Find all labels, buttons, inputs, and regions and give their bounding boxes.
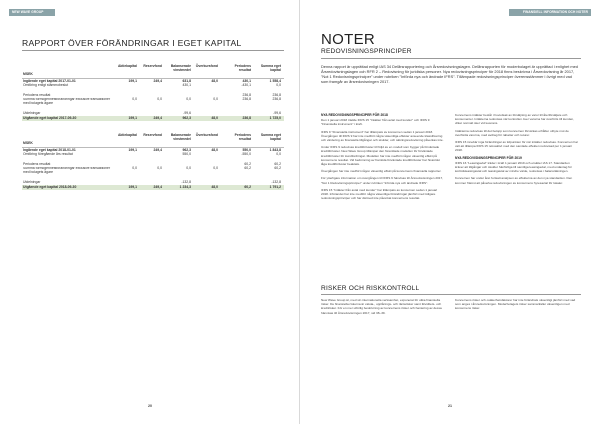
table-cell: 48,0	[211, 79, 218, 83]
table-cell: 0,0	[132, 166, 137, 170]
table-cell: 236,8	[272, 97, 281, 101]
table-header	[22, 62, 284, 78]
table-unit-label: MSEK	[23, 141, 33, 145]
title-divider	[22, 50, 284, 51]
table-cell: 962,3	[182, 148, 191, 152]
table-cell: -99,6	[273, 111, 281, 115]
column-header: Överkursfond	[195, 133, 218, 137]
row-label: Periodens resultat	[23, 93, 51, 97]
column-header: Periodens resultat	[234, 133, 251, 141]
table-cell: 1 791,2	[269, 185, 281, 189]
row-label: Omföring föregående års resultat	[23, 152, 73, 156]
table-cell: 0,0	[157, 166, 162, 170]
table-cell: -99,6	[183, 111, 191, 115]
page-number-left: 20	[148, 404, 152, 408]
column-header: Reservfond	[143, 133, 162, 137]
table-header	[22, 131, 284, 147]
risk-heading: RISKER OCH RISKKONTROLL	[321, 285, 420, 292]
table-cell: 1 725,0	[269, 116, 281, 120]
text-column-a	[321, 113, 445, 203]
body-paragraph: Koncernen har under året fortsatt analysen av effekterna av den nya standarden. Den kommer främst att påverka redovisningen av koncernens hyresavtal för lokaler.	[455, 176, 573, 185]
risk-divider	[321, 294, 581, 295]
table-cell: 249,4	[153, 185, 162, 189]
table-cell: 550,0	[242, 148, 251, 152]
table-cell: -550,0	[241, 152, 251, 156]
table-cell: -132,8	[181, 180, 191, 184]
body-paragraph: Koncernens intäkter består i huvudsak av försäljning av varor till återförsäljare och konsumenter. Intäkterna redovisas när kontrollen över varorna har överförts till kunden, vilket normalt sker vid leverans.	[455, 113, 574, 126]
column-header: Balanserade vinstmedel	[170, 133, 191, 141]
table-cell: 0,0	[186, 97, 191, 101]
risk-column-a	[321, 298, 445, 318]
row-label: Utgående eget kapital 2018-09-30	[23, 185, 77, 189]
table-cell: 236,8	[242, 93, 251, 97]
body-paragraph: Under IFRS 9 redovisas kreditförluster till följd av en modell som bygger på förväntade kreditförluster. New Wave Group tillämpar den förenklade modellen för förväntade kreditförluster för kundfordringar. Modellen har inte medfört någon väsentlig effekt på koncernens resultat. Vid bedömning av framtida förväntade kreditförluster har historiskt låga kreditförluster beaktats.	[321, 145, 440, 167]
table-cell: 1 843,8	[269, 148, 281, 152]
row-label: Summa förmögenhetsförändringar exklusive transaktioner med bolagets ägare	[23, 167, 111, 174]
table-cell: 60,2	[244, 166, 251, 170]
column-header: Balanserade vinstmedel	[170, 64, 191, 72]
row-label: Utdelningar	[23, 111, 41, 115]
table-cell: 236,8	[242, 97, 251, 101]
equity-table-2017	[22, 62, 284, 121]
table-cell: 550,0	[182, 152, 191, 156]
table-cell: 249,4	[153, 79, 162, 83]
section-divider	[321, 58, 581, 59]
accounting-principles-heading: REDOVISNINGSPRINCIPER	[321, 48, 412, 55]
table-cell: 0,0	[132, 97, 137, 101]
table-cell: 0,0	[157, 97, 162, 101]
table-cell: 1 558,4	[269, 79, 281, 83]
table-cell: 0,0	[276, 152, 281, 156]
intro-paragraph: Denna rapport är upprättad enligt IAS 34 Delårsrapportering och Årsredovisningslagen. Delårsrapporten för moderbolaget är upprättad i enlighet med Årsredovisningslagen och RFR 2 – Redovisning för juridiska personer. Nya redovisningsprinciper för 2018 finns beskrivna i Årsredovisning år 2017, "Not 1 Redovisningsprinciper" under rubriken "Införda nya och ändrade IFRS". Tillämpade redovisningsprinciper överensstämmer i övrigt med vad som framgår av årsredovisningen 2017.	[321, 64, 578, 85]
body-paragraph: Intäkterna redovisas till det belopp som koncernen förväntas erhålla i utbyte mot de överförda varorna, med avdrag för rabatter och returer.	[455, 128, 569, 137]
table-cell: 0,0	[213, 166, 218, 170]
row-label: Utdelningar	[23, 180, 41, 184]
column-header: Summa eget kapital	[260, 64, 281, 72]
page-title-equity: RAPPORT ÖVER FÖRÄNDRINGAR I EGET KAPITAL	[22, 38, 242, 48]
body-paragraph: IFRS 9 "Finansiella instrument" har tillämpats av koncernen sedan 1 januari 2018. Övergången till IFRS 9 har inte medfört några väsentliga effekter avseende klassificering och värdering av finansiella tillgångar och skulder, och säkringsredovisning påverkas inte.	[321, 129, 444, 143]
risk-paragraph: Koncernens risker och osäkerhetsfaktorer har inte förändrats väsentligt jämfört med vad som anges i årsredovisningen. Moderbolagets risker sammanfaller väsentligen med koncernens risker.	[455, 298, 576, 311]
row-label: Periodens resultat	[23, 162, 51, 166]
table-row	[22, 116, 284, 121]
table-cell: 249,4	[153, 116, 162, 120]
section-tab-right: FINANSIELL INFORMATION OCH NOTER	[509, 9, 591, 16]
notes-heading: NOTER	[321, 31, 375, 48]
row-label: Omföring enligt stämmobeslut	[23, 83, 69, 87]
table-unit-label: MSEK	[23, 72, 33, 76]
text-column-b	[455, 113, 579, 188]
table-row	[22, 167, 284, 175]
column-header: Reservfond	[143, 64, 162, 68]
table-cell: 48,0	[211, 116, 218, 120]
table-cell: 60,2	[244, 162, 251, 166]
body-paragraph: Den 1 januari 2018 trädde IFRS 15 "Intäkter från avtal med kunder" och IFRS 9 "Finansiella instrument" i kraft.	[321, 118, 430, 127]
column-header: Periodens resultat	[234, 64, 251, 72]
table-cell: 60,2	[244, 185, 251, 189]
table-cell: 199,1	[128, 116, 137, 120]
body-paragraph: IFRS 16 "Leasingavtal" träder i kraft 1 januari 2019 och ersätter IAS 17. Standarden kräver att tillgångar och skulder hänförliga till samtliga leasingavtal, med undantag för korttidsleasingavtal och leasingavtal av mindre värde, redovisas i balansräkningen.	[455, 160, 572, 174]
row-label: Utgående eget kapital 2017-09-30	[23, 116, 77, 120]
equity-table-2018	[22, 131, 284, 190]
table-cell: 199,1	[128, 148, 137, 152]
table-cell: 962,3	[182, 116, 191, 120]
table-cell: 631,8	[182, 79, 191, 83]
risk-paragraph: New Wave Group är, med sin internationella verksamhet, exponerat för olika finansiella risker. De finansiella riskerna är valuta-, upplånings- och räntarisker samt likviditets- och kreditrisker. För en mer utförlig beskrivning av koncernens risker och hantering av dessa hänvisas till Årsredovisningen 2017, sid 38–39.	[321, 298, 442, 315]
table-cell: 1 234,3	[179, 185, 191, 189]
risk-column-b	[455, 298, 579, 314]
table-cell: 430,1	[242, 79, 251, 83]
column-header: Aktiekapital	[117, 64, 137, 68]
row-label: Ingående eget kapital 2017-01-01	[23, 79, 76, 83]
subsection-heading: NYA REDOVISNINGSPRINCIPER FÖR 2019	[455, 155, 522, 160]
table-cell: 236,8	[242, 116, 251, 120]
table-cell: 0,0	[276, 83, 281, 87]
table-row	[22, 185, 284, 190]
body-paragraph: Övergången har inte medfört någon väsentlig effekt på koncernens finansiella rapporter.	[321, 169, 442, 174]
table-cell: 0,0	[213, 97, 218, 101]
table-cell: 249,4	[153, 148, 162, 152]
table-cell: 60,2	[274, 166, 281, 170]
table-cell: 60,2	[274, 162, 281, 166]
column-header: Aktiekapital	[117, 133, 137, 137]
table-row	[22, 98, 284, 106]
body-paragraph: IFRS 15 innebär inga förändringar av tidpunkten för när intäkter redovisas. Koncernen har valt att tillämpa IFRS 15 retroaktivt med den samlade effekten redovisad per 1 januari 2018.	[455, 140, 578, 153]
column-header: Överkursfond	[195, 64, 218, 68]
row-label: Summa förmögenhetsförändringar exklusive transaktioner med bolagets ägare	[23, 98, 111, 105]
row-label: Ingående eget kapital 2018-01-01	[23, 148, 76, 152]
subsection-heading: NYA REDOVISNINGSPRINCIPER FÖR 2018	[321, 113, 388, 117]
table-cell: 430,1	[182, 83, 191, 87]
table-cell: -430,1	[241, 83, 251, 87]
table-cell: 236,8	[272, 93, 281, 97]
body-paragraph: IFRS 15 "Intäkter från avtal med kunder" har tillämpats av koncernen sedan 1 januari 2018. Införandet har inte medfört några väsentliga förändringar jämfört med tidigare redovisningsprinciper och har därmed inte påverkat koncernens resultat.	[321, 187, 438, 201]
table-cell: 199,1	[128, 79, 137, 83]
table-cell: 199,1	[128, 185, 137, 189]
table-cell: 0,0	[186, 166, 191, 170]
table-cell: 48,0	[211, 185, 218, 189]
section-tab-left: NEW WAVE GROUP	[9, 9, 55, 16]
body-paragraph: För ytterligare information om övergången till IFRS 9 hänvisas till Årsredovisningen 2017, "Not 1 Redovisningsprinciper" under rubriken "Införda nya och ändrade IFRS".	[321, 176, 444, 185]
column-header: Summa eget kapital	[260, 133, 281, 141]
table-cell: -132,8	[271, 180, 281, 184]
page-number-right: 21	[448, 404, 452, 408]
table-cell: 48,0	[211, 148, 218, 152]
